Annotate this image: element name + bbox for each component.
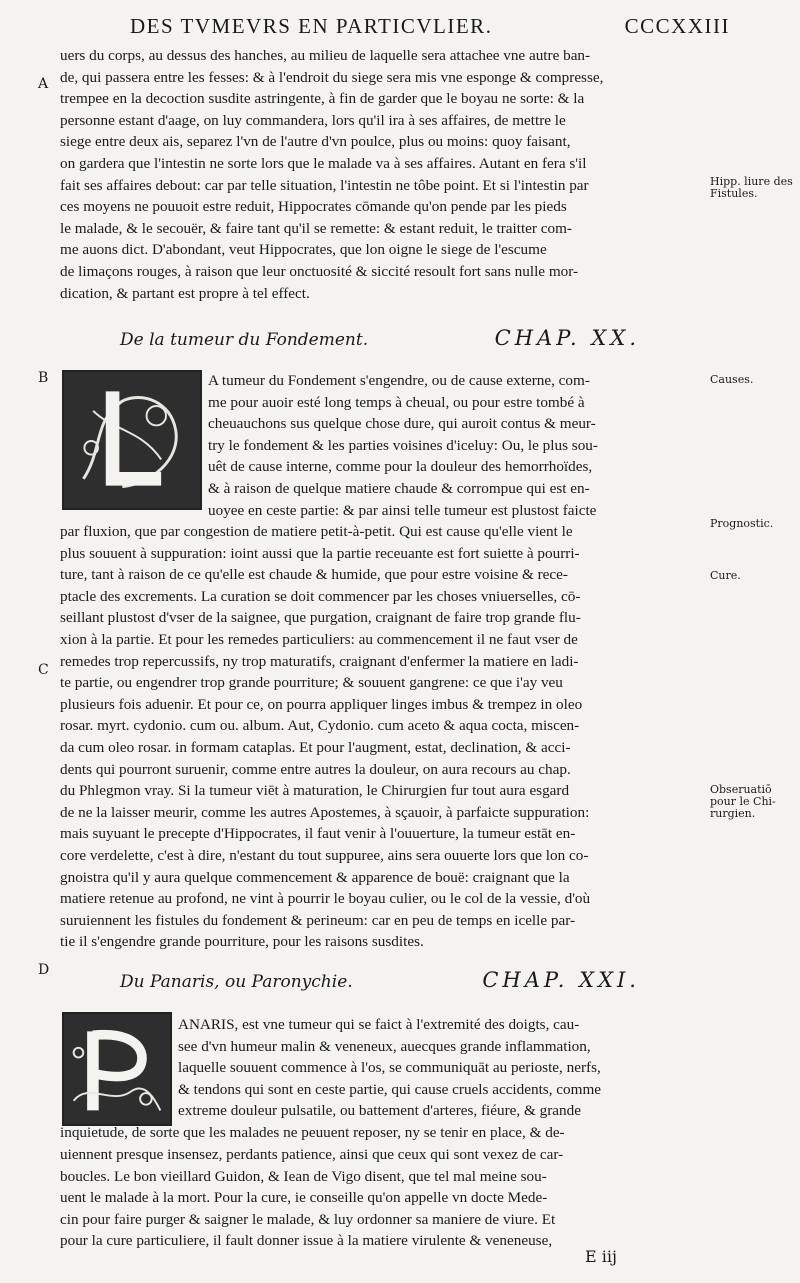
- margin-note-causes: Causes.: [710, 373, 754, 386]
- text-line: fait ses affaires debout: car par telle situation, l'intestin ne tôbe point. Et si l'intestin par: [60, 176, 589, 194]
- text-line: inquietude, de sorte que les malades ne peuuent reposer, ny se tenir en place, & de-: [60, 1123, 565, 1141]
- text-line: uoyee en ceste partie: & par ainsi telle tumeur est plustost faicte: [208, 501, 597, 519]
- text-line: da cum oleo rosar. in formam cataplas. Et pour l'augment, estat, declination, & acci-: [60, 738, 571, 756]
- text-line: siege entre deux ais, separez l'vn de l'autre d'vn poulce, plus ou moins: quoy faisant,: [60, 133, 571, 151]
- chapter-20-heading: [120, 326, 640, 350]
- folio-number: CCCXXIII: [624, 14, 730, 38]
- text-line: te partie, ou engendrer trop grande pourriture; & souuent gangrene: ce que i'ay veu: [60, 674, 563, 692]
- top-paragraph: [60, 45, 708, 304]
- text-line: A tumeur du Fondement s'engendre, ou de cause externe, com-: [208, 372, 590, 389]
- text-line: uers du corps, au dessus des hanches, au milieu de laquelle sera attachee vne autre ban-: [60, 47, 591, 64]
- text-line: uêt de cause interne, comme pour la douleur des hemorrhoïdes,: [208, 458, 593, 476]
- chapter-21-body: [60, 1144, 708, 1252]
- text-line: mais suyuant le precepte d'Hippocrates, il faut venir à l'ouuerture, la tumeur estāt en-: [60, 825, 576, 843]
- text-line: matiere retenue au profond, ne vint à pourrir le boyau culier, ou le col de la vessie, d'où: [60, 890, 591, 908]
- text-line: remedes trop repercussifs, ny trop maturatifs, craignant d'enfermer la matiere en ladi-: [60, 652, 579, 670]
- text-line: dication, & partant est propre à tel effect.: [60, 284, 310, 302]
- text-line: tie il s'engendre grande pourriture, pour les raisons susdites.: [60, 933, 424, 951]
- chapter-20-title: De la tumeur du Fondement.: [120, 330, 369, 350]
- text-line: core verdelette, c'est à dire, n'estant du tout suppuree, ains sera ouuerte lors que lon co-: [60, 846, 589, 864]
- chapter-21-opening: [60, 1014, 708, 1144]
- margin-letter-a: A: [38, 76, 49, 92]
- chapter-21-title: Du Panaris, ou Paronychie.: [120, 972, 353, 992]
- text-line: cheuauchons sus quelque chose dure, qui auroit contus & meur-: [208, 415, 596, 433]
- text-line: ptacle des excrements. La curation se doit commencer par les choses vniuerselles, cō-: [60, 587, 581, 605]
- text-line: personne estant d'aage, on luy commandera, lors qu'il ira à ses affaires, de mettre le: [60, 111, 566, 129]
- text-line: par fluxion, que par congestion de matiere petit-à-petit. Qui est cause qu'elle vient le: [60, 523, 573, 540]
- text-line: du Phlegmon vray. Si la tumeur viēt à maturation, le Chirurgien fur tout aura esgard: [60, 782, 570, 800]
- margin-note-observatio: Obseruatiō pour le Chi- rurgien.: [710, 783, 776, 820]
- text-line: & à raison de quelque matiere chaude & corrompue qui est en-: [208, 479, 590, 497]
- margin-note-cure: Cure.: [710, 569, 741, 582]
- running-title: DES TVMEVRS EN PARTICVLIER.: [130, 14, 493, 38]
- text-line: ture, tant à raison de ce qu'elle est chaude & humide, que pour estre voisine & rece-: [60, 566, 568, 584]
- text-line: de, qui passera entre les fesses: & à l'endroit du siege sera mis vne esponge & compresse,: [60, 68, 604, 86]
- text-line: uent le malade à la mort. Pour la cure, ie conseille qu'on appelle vn docte Mede-: [60, 1189, 548, 1207]
- margin-note-hipp: Hipp. liure des Fistules.: [710, 175, 793, 200]
- text-line: plusieurs fois aduenir. Et pour ce, on pourra appliquer linges imbus & trempez in oleo: [60, 695, 583, 713]
- text-line: suruiennent les fistules du fondement & perineum: car en peu de temps en icelle par-: [60, 911, 576, 929]
- text-line: & tendons qui sont en ceste partie, qui cause cruels accidents, comme: [178, 1080, 602, 1098]
- text-line: extreme douleur pulsatile, ou battement d'arteres, fiéure, & grande: [178, 1102, 581, 1120]
- text-line: dents qui pourront suruenir, comme entre autres la douleur, on aura recours au chap.: [60, 760, 571, 778]
- text-line: ANARIS, est vne tumeur qui se faict à l'extremité des doigts, cau-: [178, 1016, 580, 1033]
- text-line: ces moyens ne pouuoit estre reduit, Hippocrates cōmande qu'on pende par les pieds: [60, 198, 567, 216]
- chapter-21-number: CHAP. XXI.: [482, 968, 640, 992]
- margin-letter-c: C: [38, 662, 49, 678]
- margin-letter-d: D: [38, 962, 50, 978]
- text-line: xion à la partie. Et pour les remedes particuliers: au commencement il ne faut vser de: [60, 630, 578, 648]
- chapter-21-heading: [120, 968, 640, 992]
- text-line: me auons dict. D'abondant, veut Hippocrates, que lon oigne le siege de l'escume: [60, 241, 547, 259]
- text-line: pour la cure particuliere, il fault donner issue à la matiere virulente & veneneuse,: [60, 1232, 553, 1250]
- text-line: laquelle souuent commence à l'os, se communiquāt au perioste, nerfs,: [178, 1059, 601, 1077]
- text-line: trempee en la decoction susdite astringente, à fin de garder que le boyau ne sorte: & la: [60, 90, 585, 108]
- signature-mark: E iij: [585, 1247, 617, 1266]
- text-line: de ne la laisser meurir, comme les autres Apostemes, à sçauoir, à parfaicte suppuration:: [60, 803, 590, 821]
- text-line: rosar. myrt. cydonio. cum ou. album. Aut, Cydonio. cum aceto & aqua cocta, miscen-: [60, 717, 580, 735]
- chapter-20-body: [60, 521, 708, 953]
- chapter-20-opening: [60, 370, 708, 521]
- margin-note-prognostic: Prognostic.: [710, 517, 774, 530]
- chapter-20-number: CHAP. XX.: [494, 326, 640, 350]
- text-line: plus souuent à suppuration: ioint aussi que la partie receuante est fort suiette à pourri-: [60, 544, 580, 562]
- text-line: de limaçons rouges, à raison que leur onctuosité & siccité resoult fort sans nulle mor-: [60, 262, 579, 280]
- text-line: me pour auoir esté long temps à cheual, ou pour estre tombé à: [208, 393, 585, 411]
- text-line: boucles. Le bon vieillard Guidon, & Iean de Vigo disent, que tel mal meine sou-: [60, 1167, 547, 1185]
- text-line: on gardera que l'intestin ne sorte lors que le malade va à ses affaires. Autant en fera s'il: [60, 154, 587, 172]
- text-line: cin pour faire purger & saigner le malade, & luy ordonner sa maniere de viure. Et: [60, 1210, 556, 1228]
- text-line: gnoistra qu'il y aura quelque commencement & apparence de bouë: craignant que la: [60, 868, 570, 886]
- text-line: le malade, & le secouër, & faire tant qu'il se remette: & estant reduit, le traitter com-: [60, 219, 572, 237]
- text-line: seillant plustost d'vser de la saignee, que purgation, craignant de faire trop grande flu-: [60, 609, 581, 627]
- text-line: try le fondement & les parties voisines d'iceluy: Ou, le plus sou-: [208, 436, 598, 454]
- text-line: uiennent presque insensez, perdants patience, ainsi que ceux qui sont vexez de car-: [60, 1146, 564, 1163]
- margin-letter-b: B: [38, 370, 49, 386]
- text-line: see d'vn humeur malin & veneneux, auecques grande inflammation,: [178, 1037, 591, 1055]
- running-header: [130, 14, 730, 39]
